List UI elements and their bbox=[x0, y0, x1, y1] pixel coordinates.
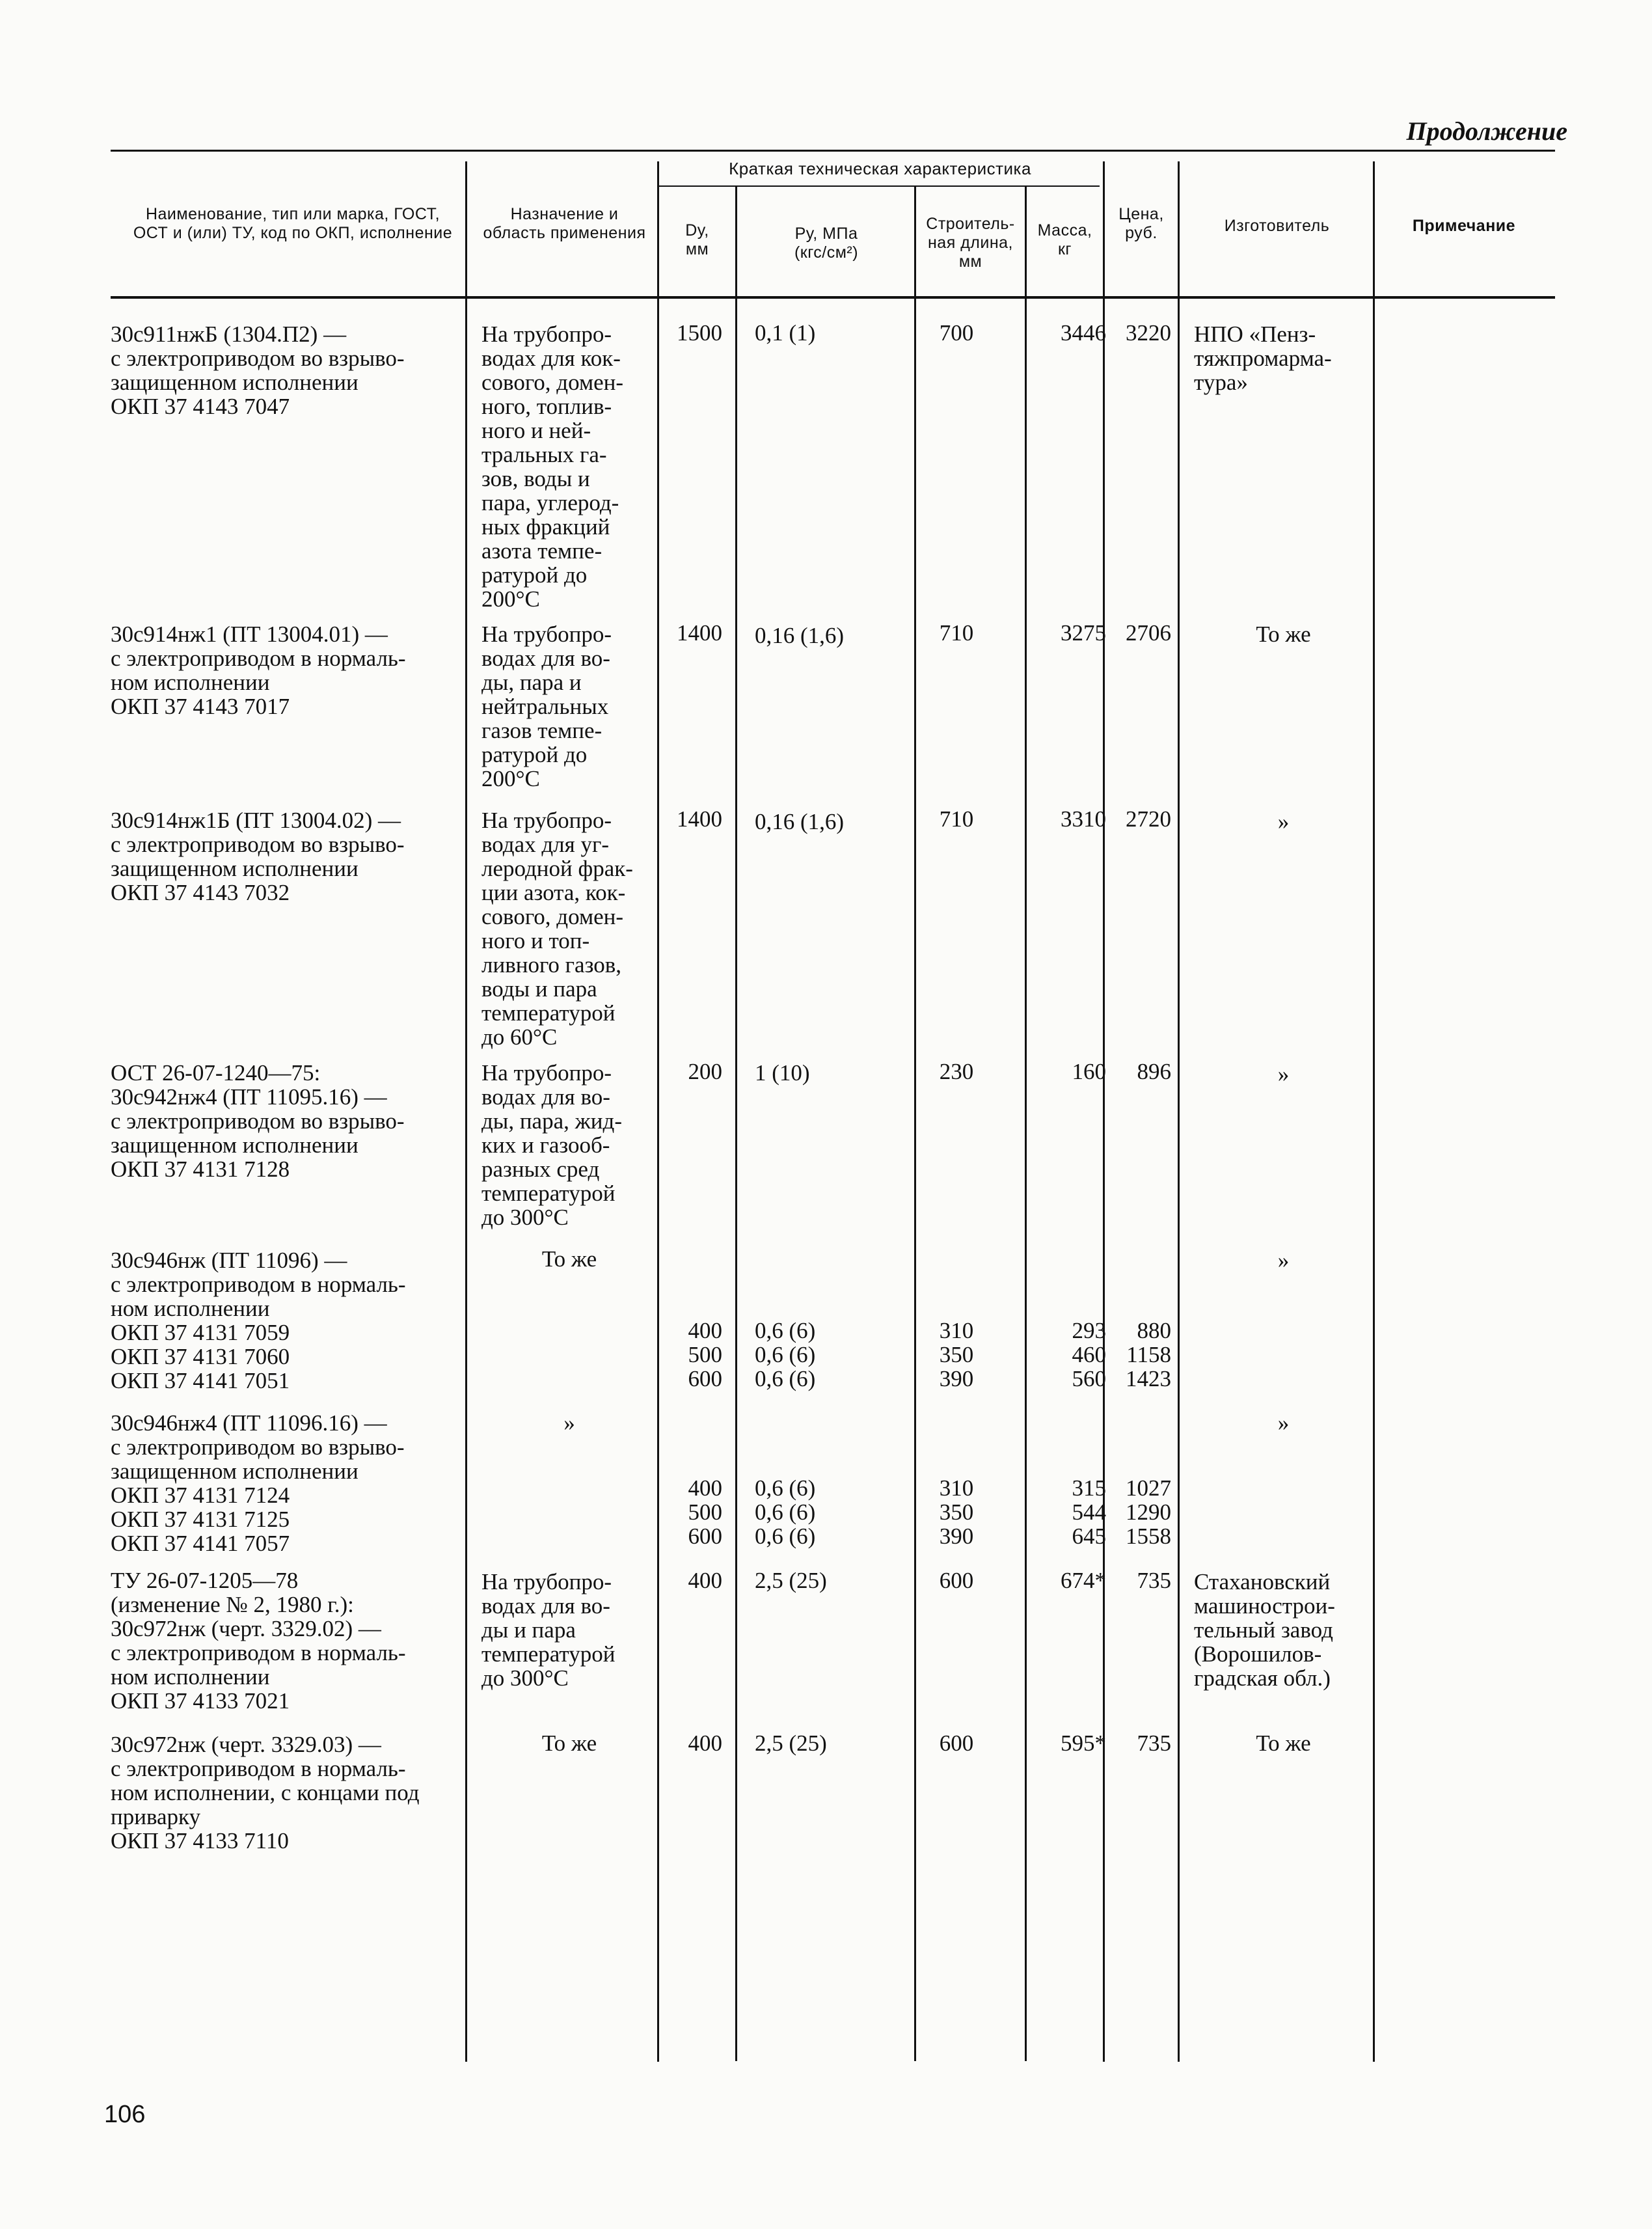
cell-price: 2720 bbox=[1126, 806, 1171, 832]
cell-dy: 400 500 600 bbox=[688, 1318, 722, 1391]
cell-name: 30с911нжБ (1304.П2) — с электроприводом во взрыво- защищенном исполнении ОКП 37 4143 7047 bbox=[111, 321, 405, 419]
cell-purpose: » bbox=[563, 1410, 575, 1436]
header-note: Примечание bbox=[1412, 217, 1516, 235]
cell-mass: 674* bbox=[1061, 1568, 1106, 1593]
top-rule bbox=[111, 150, 1555, 152]
cell-py: 0,1 (1) bbox=[755, 320, 816, 346]
cell-maker: » bbox=[1277, 1248, 1290, 1273]
cell-price: 3220 bbox=[1126, 320, 1171, 346]
cell-dy: 400 bbox=[688, 1730, 722, 1756]
cell-name: ТУ 26-07-1205—78 (изменение № 2, 1980 г.): 30с972нж (черт. 3329.02) — с электроприводом в нормаль- ном исполнении ОКП 37 4133 7021 bbox=[111, 1568, 406, 1714]
cell-length: 600 bbox=[939, 1568, 974, 1593]
cell-maker: » bbox=[1277, 809, 1290, 834]
cell-py: 0,16 (1,6) bbox=[755, 809, 845, 834]
column-divider bbox=[465, 161, 467, 2062]
page-number: 106 bbox=[104, 2101, 146, 2128]
cell-price: 735 bbox=[1137, 1730, 1171, 1756]
cell-maker: Стахановский машинострои- тельный завод (Ворошилов- градская обл.) bbox=[1194, 1569, 1335, 1691]
cell-dy: 400 500 600 bbox=[688, 1475, 722, 1549]
cell-maker: То же bbox=[1256, 622, 1311, 647]
cell-maker: » bbox=[1277, 1061, 1290, 1087]
cell-py: 2,5 (25) bbox=[755, 1730, 827, 1756]
cell-name: 30с946нж (ПТ 11096) — с электроприводом в нормаль- ном исполнении ОКП 37 4131 7059 ОКП 37 4131 7060 ОКП 37 4141 7051 bbox=[111, 1248, 406, 1393]
cell-py: 0,6 (6) 0,6 (6) 0,6 (6) bbox=[755, 1318, 816, 1391]
column-divider bbox=[1025, 187, 1027, 2061]
header-mass: Масса, кг bbox=[1037, 221, 1092, 258]
cell-mass: 160 bbox=[1072, 1059, 1106, 1084]
cell-length: 710 bbox=[939, 620, 974, 646]
cell-length: 310 350 390 bbox=[939, 1475, 974, 1549]
cell-mass: 595* bbox=[1061, 1730, 1106, 1756]
header-price: Цена, руб. bbox=[1118, 205, 1164, 242]
cell-length: 310 350 390 bbox=[939, 1318, 974, 1391]
cell-maker: » bbox=[1277, 1410, 1290, 1436]
cell-dy: 1400 bbox=[677, 620, 722, 646]
cell-price: 2706 bbox=[1126, 620, 1171, 646]
column-divider bbox=[1103, 161, 1105, 2062]
column-divider bbox=[1373, 161, 1375, 2062]
continued-label: Продолжение bbox=[1406, 116, 1567, 146]
header-py: Pу, МПа (кгс/см²) bbox=[794, 225, 859, 262]
cell-name: ОСТ 26-07-1240—75: 30с942нж4 (ПТ 11095.16) — с электроприводом во взрыво- защищенном исполнении ОКП 37 4131 7128 bbox=[111, 1060, 405, 1182]
cell-mass: 3275 bbox=[1061, 620, 1106, 646]
cell-py: 0,6 (6) 0,6 (6) 0,6 (6) bbox=[755, 1475, 816, 1549]
cell-py: 1 (10) bbox=[755, 1060, 810, 1086]
cell-purpose: То же bbox=[541, 1730, 597, 1756]
cell-purpose: На трубопро- водах для во- ды, пара и нейтральных газов темпе- ратурой до 200°С bbox=[481, 622, 612, 791]
cell-mass: 315 544 645 bbox=[1072, 1475, 1106, 1549]
cell-dy: 1500 bbox=[677, 320, 722, 346]
header-tech-group: Краткая техническая характеристика bbox=[729, 159, 1031, 178]
column-divider bbox=[914, 187, 916, 2061]
cell-dy: 1400 bbox=[677, 806, 722, 832]
cell-mass: 3310 bbox=[1061, 806, 1106, 832]
cell-purpose: То же bbox=[541, 1246, 597, 1272]
cell-price: 1027 1290 1558 bbox=[1126, 1475, 1171, 1549]
cell-name: 30с914нж1Б (ПТ 13004.02) — с электроприводом во взрыво- защищенном исполнении ОКП 37 4143 7032 bbox=[111, 808, 405, 905]
cell-price: 880 1158 1423 bbox=[1126, 1318, 1171, 1391]
cell-price: 896 bbox=[1137, 1059, 1171, 1084]
cell-length: 230 bbox=[939, 1059, 974, 1084]
cell-length: 700 bbox=[939, 320, 974, 346]
cell-maker: НПО «Пенз- тяжпромарма- тура» bbox=[1194, 321, 1332, 395]
column-divider bbox=[735, 187, 737, 2061]
header-length: Строитель- ная длина, мм bbox=[926, 215, 1015, 271]
column-divider bbox=[1178, 161, 1180, 2062]
cell-dy: 400 bbox=[688, 1568, 722, 1593]
cell-py: 2,5 (25) bbox=[755, 1568, 827, 1593]
header-dy: Dу, мм bbox=[685, 221, 709, 258]
cell-py: 0,16 (1,6) bbox=[755, 623, 845, 648]
tech-group-rule bbox=[658, 185, 1100, 187]
header-maker: Изготовитель bbox=[1224, 217, 1330, 235]
cell-purpose: На трубопро- водах для во- ды и пара температурой до 300°С bbox=[481, 1569, 616, 1691]
cell-length: 600 bbox=[939, 1730, 974, 1756]
cell-price: 735 bbox=[1137, 1568, 1171, 1593]
cell-length: 710 bbox=[939, 806, 974, 832]
cell-name: 30с946нж4 (ПТ 11096.16) — с электроприводом во взрыво- защищенном исполнении ОКП 37 4131 7124 ОКП 37 4131 7125 ОКП 37 4141 7057 bbox=[111, 1410, 405, 1556]
cell-purpose: На трубопро- водах для во- ды, пара, жид- ких и газооб- разных сред температурой до 300°С bbox=[481, 1060, 622, 1230]
cell-mass: 3446 bbox=[1061, 320, 1106, 346]
cell-maker: То же bbox=[1256, 1730, 1311, 1756]
column-divider bbox=[657, 161, 659, 2062]
cell-purpose: На трубопро- водах для кок- сового, домен- ного, топлив- ного и ней- тральных га- зов, воды и пара, углерод- ных фракций азота темпе- ратурой до 200°С bbox=[481, 321, 624, 612]
header-bottom-rule bbox=[111, 296, 1555, 299]
header-name: Наименование, тип или марка, ГОСТ, ОСТ и (или) ТУ, код по ОКП, исполнение bbox=[133, 205, 453, 242]
header-purpose: Назначение и область применения bbox=[483, 205, 646, 242]
cell-mass: 293 460 560 bbox=[1072, 1318, 1106, 1391]
cell-purpose: На трубопро- водах для уг- леродной фрак- ции азота, кок- сового, домен- ного и топ- ливного газов, воды и пара температурой до 60°С bbox=[481, 808, 633, 1050]
cell-dy: 200 bbox=[688, 1059, 722, 1084]
cell-name: 30с972нж (черт. 3329.03) — с электроприводом в нормаль- ном исполнении, с концами под приварку ОКП 37 4133 7110 bbox=[111, 1732, 420, 1853]
cell-name: 30с914нж1 (ПТ 13004.01) — с электроприводом в нормаль- ном исполнении ОКП 37 4143 7017 bbox=[111, 622, 406, 719]
